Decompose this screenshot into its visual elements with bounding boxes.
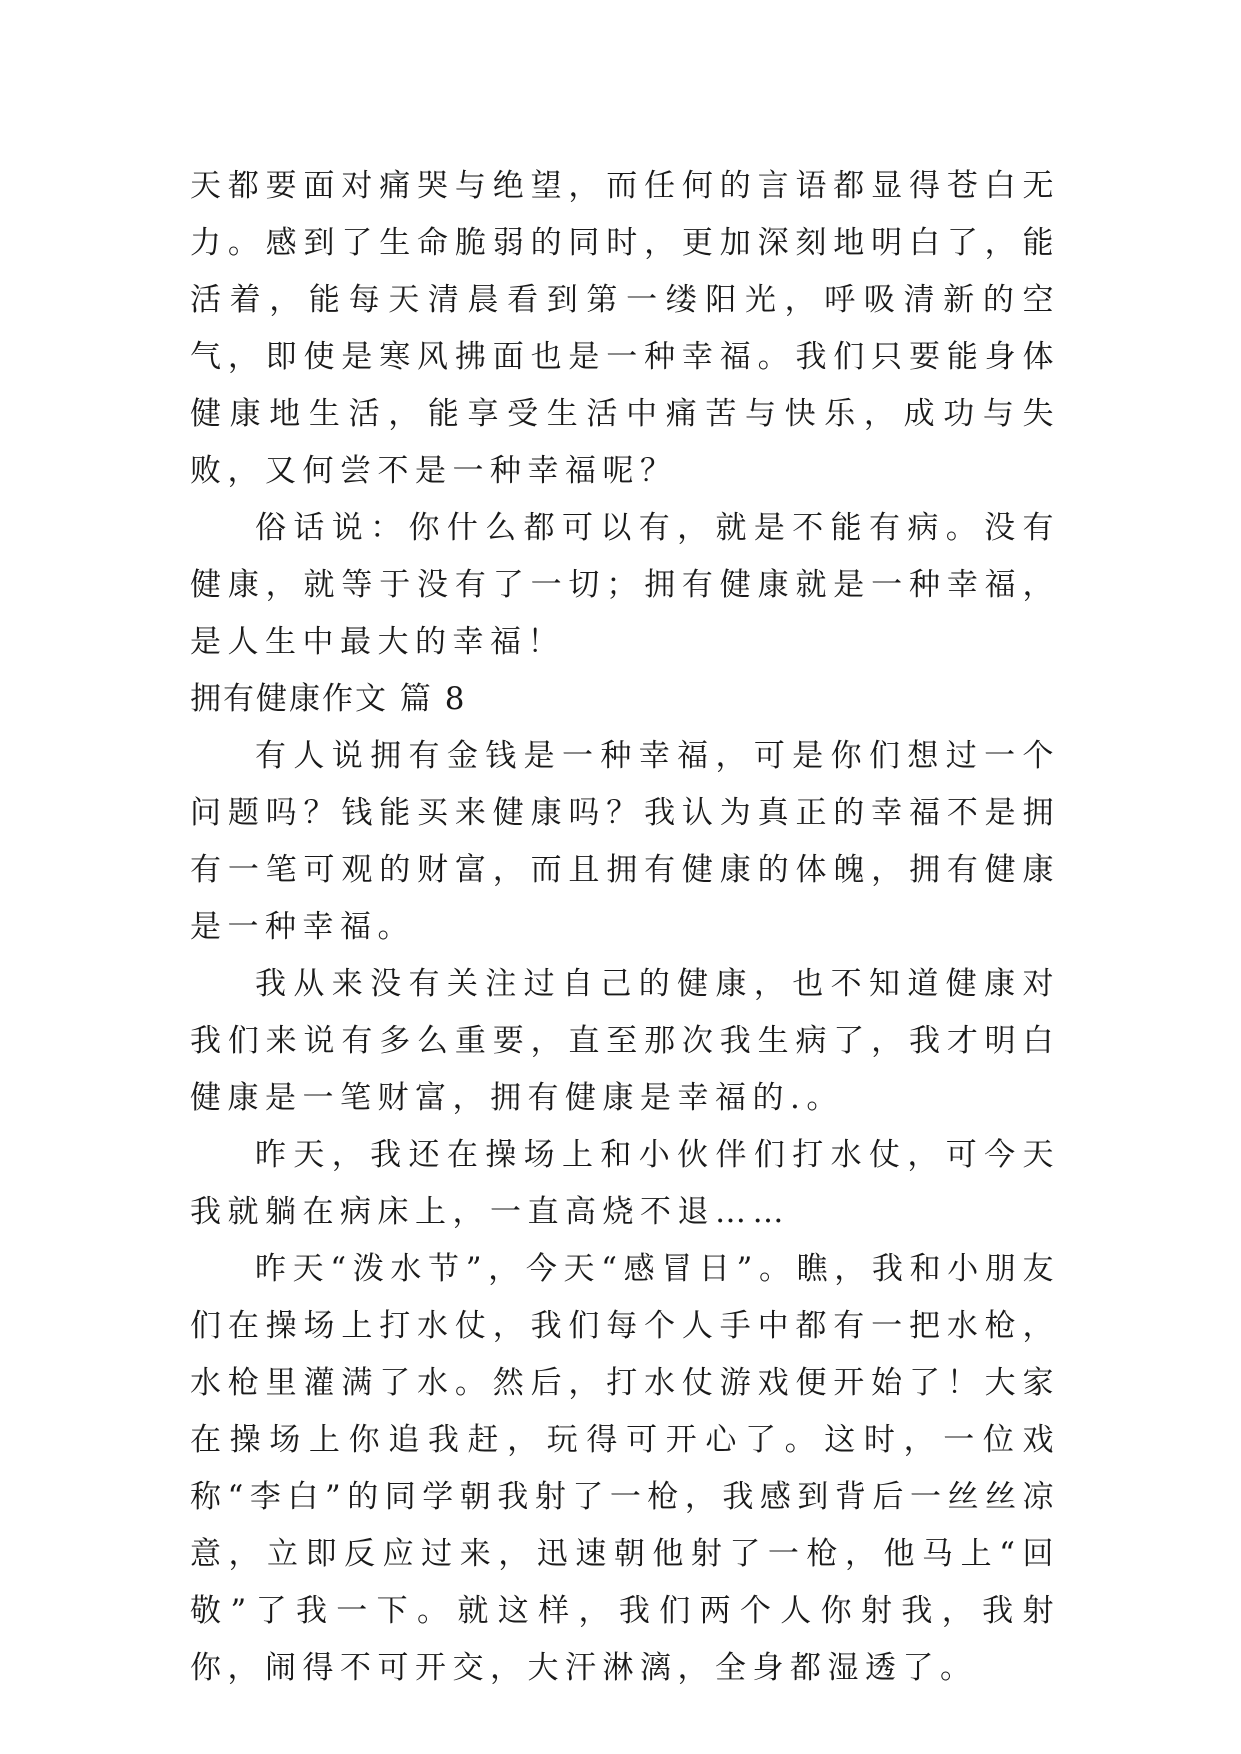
- paragraph-1: 天都要面对痛哭与绝望，而任何的言语都显得苍白无力。感到了生命脆弱的同时，更加深刻地明白了，能活着，能每天清晨看到第一缕阳光，呼吸清新的空气，即使是寒风拂面也是一种幸福。我们只要能身体健康地生活，能享受生活中痛苦与快乐，成功与失败，又何尝不是一种幸福呢？: [190, 168, 1060, 489]
- paragraph-6: 昨天“泼水节”，今天“感冒日”。瞧，我和小朋友们在操场上打水仗，我们每个人手中都有一把水枪，水枪里灌满了水。然后，打水仗游戏便开始了！大家在操场上你追我赶，玩得可开心了。这时，一位戏称“李白”的同学朝我射了一枪，我感到背后一丝丝凉意，立即反应过来，迅速朝他射了一枪，他马上“回敬”了我一下。就这样，我们两个人你射我，我射你，闹得不可开交，大汗淋漓，全身都湿透了。: [190, 1251, 1060, 1686]
- section-heading: 拥有健康作文 篇 8: [190, 681, 467, 717]
- paragraph-4: 我从来没有关注过自己的健康，也不知道健康对我们来说有多么重要，直至那次我生病了，我才明白健康是一笔财富，拥有健康是幸福的.。: [190, 966, 1060, 1116]
- paragraph-5: 昨天，我还在操场上和小伙伴们打水仗，可今天我就躺在病床上，一直高烧不退……: [190, 1137, 1060, 1230]
- document-body: [190, 158, 1060, 1697]
- paragraph-2: 俗话说：你什么都可以有，就是不能有病。没有健康，就等于没有了一切；拥有健康就是一种幸福，是人生中最大的幸福！: [190, 510, 1060, 660]
- paragraph-3: 有人说拥有金钱是一种幸福，可是你们想过一个问题吗？钱能买来健康吗？我认为真正的幸福不是拥有一笔可观的财富，而且拥有健康的体魄，拥有健康是一种幸福。: [190, 738, 1060, 945]
